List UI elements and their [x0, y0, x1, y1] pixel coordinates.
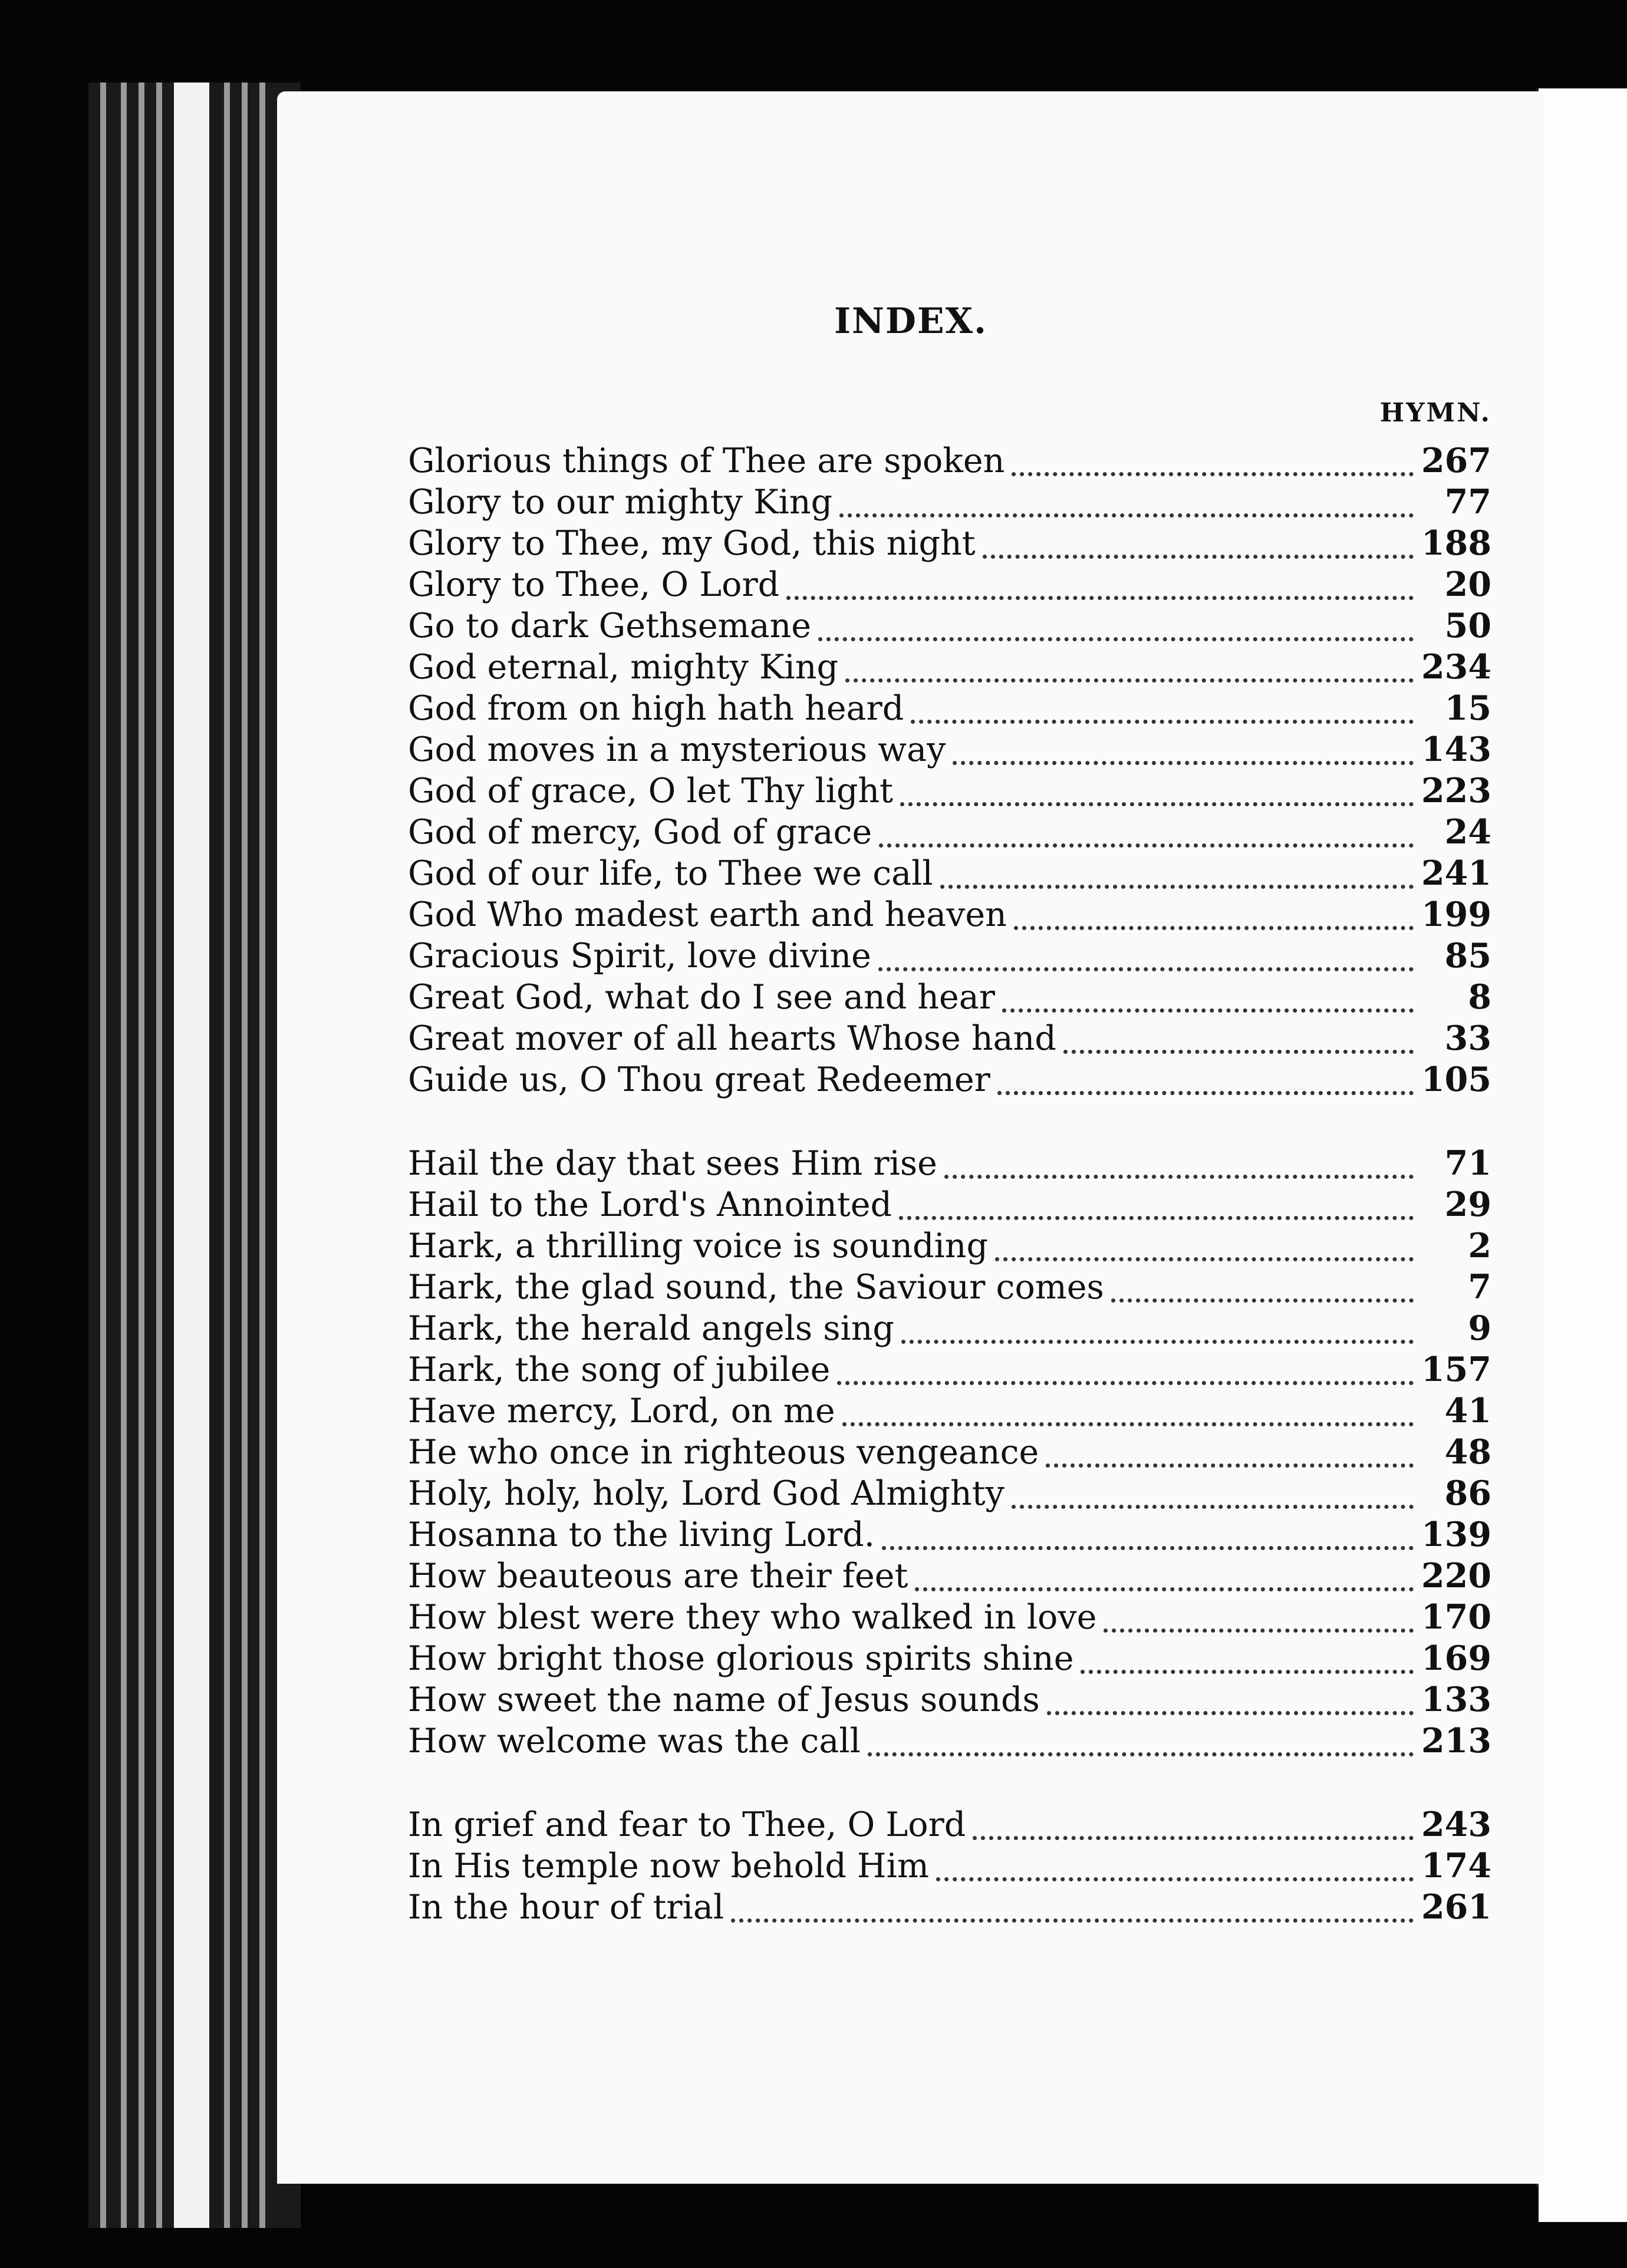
hymn-number: 105 — [1421, 1060, 1491, 1099]
dot-leader — [1046, 1454, 1414, 1468]
index-page — [277, 91, 1544, 2184]
entry-title: How beauteous are their feet — [408, 1557, 908, 1595]
index-entry — [408, 1018, 1491, 1059]
hymn-number: 133 — [1421, 1680, 1491, 1719]
hymn-column-header: HYMN. — [1379, 398, 1491, 428]
hymn-number: 157 — [1421, 1350, 1491, 1389]
index-entry — [408, 1555, 1491, 1597]
entry-title: Great God, what do I see and hear — [408, 978, 995, 1017]
entry-title: Great mover of all hearts Whose hand — [408, 1019, 1056, 1058]
entry-title: God of our life, to Thee we call — [408, 854, 933, 893]
hymn-number: 20 — [1444, 565, 1491, 604]
dot-leader — [879, 834, 1414, 848]
dot-leader — [1104, 1619, 1414, 1633]
hymn-number: 267 — [1421, 441, 1491, 480]
entry-title: Glorious things of Thee are spoken — [408, 441, 1005, 480]
dot-leader — [786, 586, 1414, 600]
index-entry — [408, 440, 1491, 482]
entry-title: Guide us, O Thou great Redeemer — [408, 1060, 990, 1099]
dot-leader — [882, 1537, 1414, 1550]
entry-title: How sweet the name of Jesus sounds — [408, 1680, 1040, 1719]
index-entry — [408, 853, 1491, 894]
hymn-number: 243 — [1421, 1805, 1491, 1844]
dot-leader — [915, 1578, 1414, 1591]
page-edge-line — [242, 83, 248, 2228]
hymn-number: 86 — [1444, 1473, 1491, 1513]
dot-leader — [901, 1330, 1414, 1344]
entry-title: How blest were they who walked in love — [408, 1598, 1097, 1637]
index-entry — [408, 564, 1491, 605]
hymn-number: 29 — [1444, 1185, 1491, 1224]
hymn-number: 71 — [1444, 1143, 1491, 1183]
book-page-stack — [88, 83, 301, 2228]
index-group — [408, 1143, 1491, 1762]
dot-leader — [1002, 999, 1414, 1013]
entry-title: Hail the day that sees Him rise — [408, 1144, 937, 1183]
index-entry — [408, 1143, 1491, 1184]
dot-leader — [1012, 463, 1414, 476]
entry-title: Glory to Thee, O Lord — [408, 565, 780, 604]
index-entry — [408, 1514, 1491, 1555]
index-entry — [408, 1845, 1491, 1887]
page-edge-line — [259, 83, 265, 2228]
index-entry — [408, 523, 1491, 564]
page-edge-line — [121, 83, 127, 2228]
hymn-number: 33 — [1444, 1018, 1491, 1058]
index-entry — [408, 688, 1491, 729]
entry-title: Hark, the herald angels sing — [408, 1309, 894, 1348]
entry-title: God from on high hath heard — [408, 689, 904, 728]
hymn-number: 234 — [1421, 647, 1491, 687]
index-entry — [408, 729, 1491, 770]
index-entry — [408, 1679, 1491, 1720]
entry-title: He who once in righteous vengeance — [408, 1433, 1039, 1472]
dot-leader — [818, 628, 1414, 641]
hymn-number: 50 — [1444, 606, 1491, 645]
dot-leader — [995, 1248, 1414, 1261]
index-entry — [408, 1432, 1491, 1473]
hymn-number: 199 — [1421, 895, 1491, 934]
dot-leader — [997, 1082, 1414, 1095]
entry-title: Hail to the Lord's Annointed — [408, 1185, 892, 1224]
dot-leader — [911, 710, 1414, 724]
entry-title: God eternal, mighty King — [408, 648, 838, 687]
index-entry — [408, 770, 1491, 812]
hymn-number: 170 — [1421, 1597, 1491, 1637]
dot-leader — [878, 958, 1414, 971]
hymn-number: 223 — [1421, 771, 1491, 810]
dot-leader — [868, 1743, 1414, 1756]
hymn-number: 143 — [1421, 730, 1491, 769]
entry-title: Hark, the glad sound, the Saviour comes — [408, 1268, 1104, 1307]
index-entry — [408, 1887, 1491, 1928]
hymn-number: 139 — [1421, 1515, 1491, 1554]
hymn-number: 15 — [1444, 688, 1491, 728]
dot-leader — [1063, 1040, 1414, 1054]
entry-title: Have mercy, Lord, on me — [408, 1392, 835, 1430]
entry-title: Glory to our mighty King — [408, 483, 833, 522]
entry-title: God of grace, O let Thy light — [408, 772, 894, 810]
page-edge-line — [139, 83, 144, 2228]
hymn-number: 220 — [1421, 1556, 1491, 1595]
dot-leader — [845, 669, 1414, 683]
hymn-number: 213 — [1421, 1721, 1491, 1761]
hymn-number: 77 — [1444, 482, 1491, 522]
dot-leader — [1012, 1495, 1414, 1509]
index-group — [408, 440, 1491, 1100]
dot-leader — [731, 1909, 1414, 1923]
index-entry — [408, 935, 1491, 977]
index-entry — [408, 1225, 1491, 1267]
dot-leader — [899, 1206, 1414, 1220]
hymn-number: 9 — [1468, 1308, 1491, 1348]
entry-title: Go to dark Gethsemane — [408, 606, 812, 645]
hymn-number: 188 — [1421, 523, 1491, 563]
entry-title: In the hour of trial — [408, 1888, 724, 1927]
index-entry — [408, 647, 1491, 688]
dot-leader — [839, 504, 1414, 517]
index-entry — [408, 977, 1491, 1018]
hymn-number: 2 — [1468, 1226, 1491, 1265]
index-entry — [408, 812, 1491, 853]
entry-title: Gracious Spirit, love divine — [408, 937, 871, 975]
hymn-number: 261 — [1421, 1887, 1491, 1927]
dot-leader — [953, 751, 1414, 765]
hymn-number: 7 — [1468, 1267, 1491, 1307]
hymn-number: 41 — [1444, 1391, 1491, 1430]
entry-title: How welcome was the call — [408, 1722, 861, 1761]
index-entry — [408, 1597, 1491, 1638]
page-edge-light — [174, 83, 209, 2228]
dot-leader — [1047, 1702, 1414, 1715]
index-entries — [408, 440, 1491, 1970]
entry-title: Hosanna to the living Lord. — [408, 1515, 875, 1554]
facing-page-edge — [1539, 88, 1627, 2222]
hymn-number: 48 — [1444, 1432, 1491, 1472]
entry-title: God moves in a mysterious way — [408, 730, 946, 769]
index-entry — [408, 894, 1491, 935]
dot-leader — [940, 875, 1414, 889]
index-entry — [408, 1059, 1491, 1100]
index-entry — [408, 1267, 1491, 1308]
index-entry — [408, 1804, 1491, 1845]
dot-leader — [1014, 917, 1414, 930]
index-entry — [408, 1720, 1491, 1762]
hymn-number: 174 — [1421, 1846, 1491, 1885]
dot-leader — [837, 1372, 1414, 1385]
index-entry — [408, 1638, 1491, 1679]
hymn-number: 241 — [1421, 853, 1491, 893]
page-title: INDEX. — [834, 301, 988, 342]
index-entry — [408, 1473, 1491, 1514]
index-entry — [408, 1184, 1491, 1225]
page-edge-line — [156, 83, 162, 2228]
entry-title: How bright those glorious spirits shine — [408, 1639, 1074, 1678]
entry-title: God Who madest earth and heaven — [408, 895, 1007, 934]
entry-title: In His temple now behold Him — [408, 1847, 929, 1885]
entry-title: Glory to Thee, my God, this night — [408, 524, 976, 563]
page-edge-line — [224, 83, 230, 2228]
entry-title: Hark, a thrilling voice is sounding — [408, 1227, 988, 1265]
page-edge-line — [100, 83, 106, 2228]
index-group — [408, 1804, 1491, 1928]
index-entry — [408, 1308, 1491, 1349]
index-entry — [408, 482, 1491, 523]
dot-leader — [842, 1413, 1414, 1426]
hymn-number: 85 — [1444, 936, 1491, 975]
dot-leader — [973, 1827, 1414, 1840]
hymn-number: 169 — [1421, 1639, 1491, 1678]
dot-leader — [1111, 1289, 1414, 1303]
index-entry — [408, 605, 1491, 647]
index-entry — [408, 1349, 1491, 1390]
dot-leader — [1081, 1660, 1414, 1674]
entry-title: Holy, holy, holy, Lord God Almighty — [408, 1474, 1004, 1513]
index-entry — [408, 1390, 1491, 1432]
entry-title: In grief and fear to Thee, O Lord — [408, 1805, 966, 1844]
entry-title: Hark, the song of jubilee — [408, 1350, 831, 1389]
dot-leader — [944, 1165, 1414, 1179]
hymn-number: 24 — [1444, 812, 1491, 852]
hymn-number: 8 — [1468, 977, 1491, 1017]
dot-leader — [936, 1868, 1414, 1881]
dot-leader — [983, 545, 1414, 559]
entry-title: God of mercy, God of grace — [408, 813, 872, 852]
dot-leader — [900, 793, 1414, 806]
